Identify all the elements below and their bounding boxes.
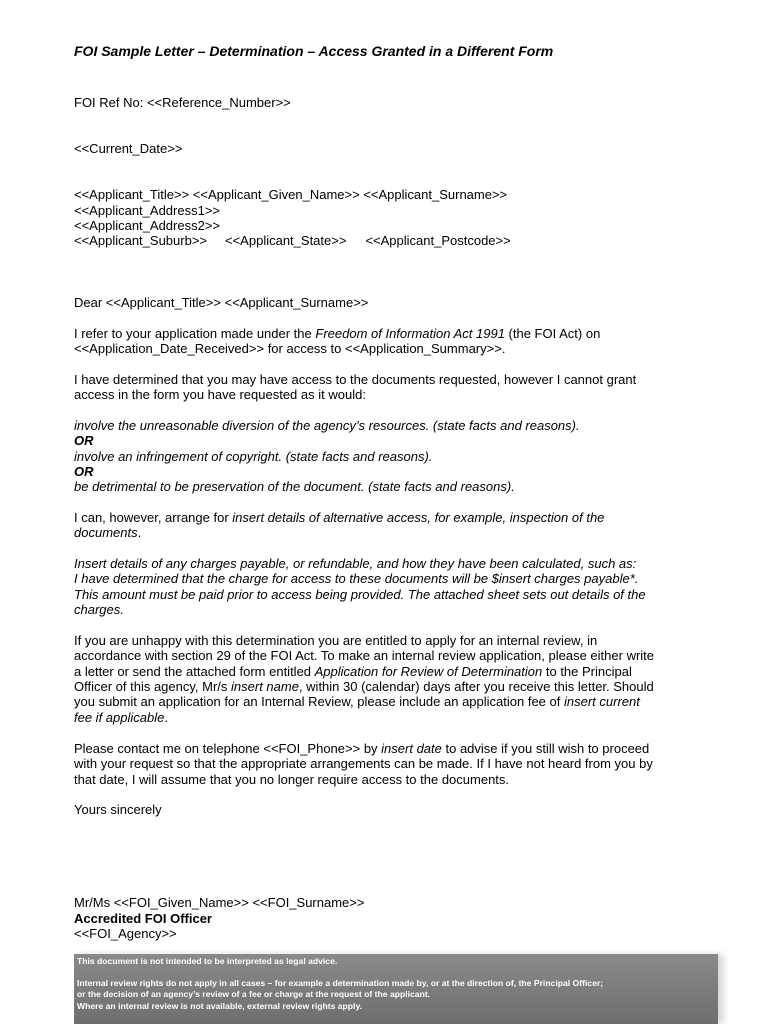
signatory-role: Accredited FOI Officer xyxy=(74,911,212,926)
alternative-access-placeholder: insert details of alternative access, for example, inspection of the xyxy=(232,510,605,525)
charges-line-3: This amount must be paid prior to access being provided. The attached sheet sets out details of the xyxy=(74,587,646,602)
salutation: Dear <<Applicant_Title>> <<Applicant_Surname>> xyxy=(74,295,369,310)
paragraph-determination-line-1: I have determined that you may have access to the documents requested, however I cannot grant xyxy=(74,372,637,387)
disclaimer-line-1: This document is not intended to be interpreted as legal advice. xyxy=(77,956,338,966)
address-line-1: <<Applicant_Title>> <<Applicant_Given_Name>> <<Applicant_Surname>> xyxy=(74,187,508,202)
address-postcode: <<Applicant_Postcode>> xyxy=(365,233,511,248)
signatory-agency: <<FOI_Agency>> xyxy=(74,926,177,941)
fee-placeholder: fee if applicable xyxy=(74,710,165,725)
text-run: to the Principal xyxy=(542,664,632,679)
review-line-6 xyxy=(74,710,704,725)
option-resources: involve the unreasonable diversion of the agency’s resources. (state facts and reasons). xyxy=(74,418,580,433)
disclaimer-line-2: Internal review rights do not apply in all cases – for example a determination made by, or at the direction of, the Principal Officer; xyxy=(77,978,604,989)
text-run: to advise if you still wish to proceed xyxy=(441,741,650,756)
charges-line-1: Insert details of any charges payable, or refundable, and how they have been calculated, such as: xyxy=(74,556,637,571)
paragraph-alternative-line-1 xyxy=(74,510,704,525)
address-line-2: <<Applicant_Address1>> xyxy=(74,203,220,218)
contact-line-1 xyxy=(74,741,704,756)
text-run: documents xyxy=(74,525,138,540)
text-run: Please contact me on telephone <<FOI_Phone>> by xyxy=(74,741,382,756)
address-line-4 xyxy=(74,233,704,248)
option-or-2: OR xyxy=(74,464,94,479)
closing: Yours sincerely xyxy=(74,802,162,817)
review-line-4 xyxy=(74,679,704,694)
address-suburb: <<Applicant_Suburb>> xyxy=(74,233,207,248)
text-run: you submit an application for an Internal Review, please include an application fee of xyxy=(74,694,564,709)
contact-line-2: with your request so that the appropriate arrangements can be made. If I have not heard from you by xyxy=(74,756,653,771)
paragraph-application-line-2: <<Application_Date_Received>> for access to <<Application_Summary>>. xyxy=(74,341,506,356)
option-or-1: OR xyxy=(74,433,94,448)
text-run: . xyxy=(137,525,142,540)
text-run: I refer to your application made under the xyxy=(74,326,316,341)
option-copyright: involve an infringement of copyright. (state facts and reasons). xyxy=(74,449,433,464)
text-run: I can, however, arrange for xyxy=(74,510,233,525)
review-form-title: Application for Review of Determination xyxy=(314,664,543,679)
legal-disclaimer-box xyxy=(74,954,718,1024)
paragraph-alternative-line-2 xyxy=(74,525,704,540)
disclaimer-line-3: or the decision of an agency’s review of a fee or charge at the request of the applicant. xyxy=(77,989,431,1000)
paragraph-application-line-1 xyxy=(74,326,704,341)
text-run: a letter or send the attached form entitled xyxy=(74,664,315,679)
text-run: Officer of this agency, Mr/s xyxy=(74,679,232,694)
act-name: Freedom of Information Act 1991 xyxy=(315,326,505,341)
review-line-5 xyxy=(74,694,704,709)
charges-line-2: I have determined that the charge for access to these documents will be $insert charges payable*. xyxy=(74,571,639,586)
text-run: , within 30 (calendar) days after you receive this letter. Should xyxy=(298,679,654,694)
contact-line-3: that date, I will assume that you no longer require access to the documents. xyxy=(74,772,510,787)
fee-placeholder: insert current xyxy=(563,694,640,709)
charges-line-4: charges. xyxy=(74,602,124,617)
page-title: FOI Sample Letter – Determination – Access Granted in a Different Form xyxy=(74,43,554,59)
address-state: <<Applicant_State>> xyxy=(225,233,347,248)
date-placeholder: insert date xyxy=(381,741,442,756)
review-line-3 xyxy=(74,664,704,679)
signatory-name: Mr/Ms <<FOI_Given_Name>> <<FOI_Surname>> xyxy=(74,895,365,910)
review-line-1: If you are unhappy with this determination you are entitled to apply for an internal review, in xyxy=(74,633,598,648)
option-preservation: be detrimental to be preservation of the document. (state facts and reasons). xyxy=(74,479,515,494)
reference-line: FOI Ref No: <<Reference_Number>> xyxy=(74,95,291,110)
text-run: . xyxy=(164,710,168,725)
text-run: (the FOI Act) on xyxy=(504,326,601,341)
address-line-3: <<Applicant_Address2>> xyxy=(74,218,220,233)
review-line-2: accordance with section 29 of the FOI Act. To make an internal review application, please either write xyxy=(74,648,655,663)
disclaimer-line-4: Where an internal review is not available, external review rights apply. xyxy=(77,1000,362,1011)
current-date: <<Current_Date>> xyxy=(74,141,183,156)
spacer xyxy=(77,967,714,978)
officer-name-placeholder: insert name xyxy=(231,679,299,694)
paragraph-determination-line-2: access in the form you have requested as it would: xyxy=(74,387,366,402)
